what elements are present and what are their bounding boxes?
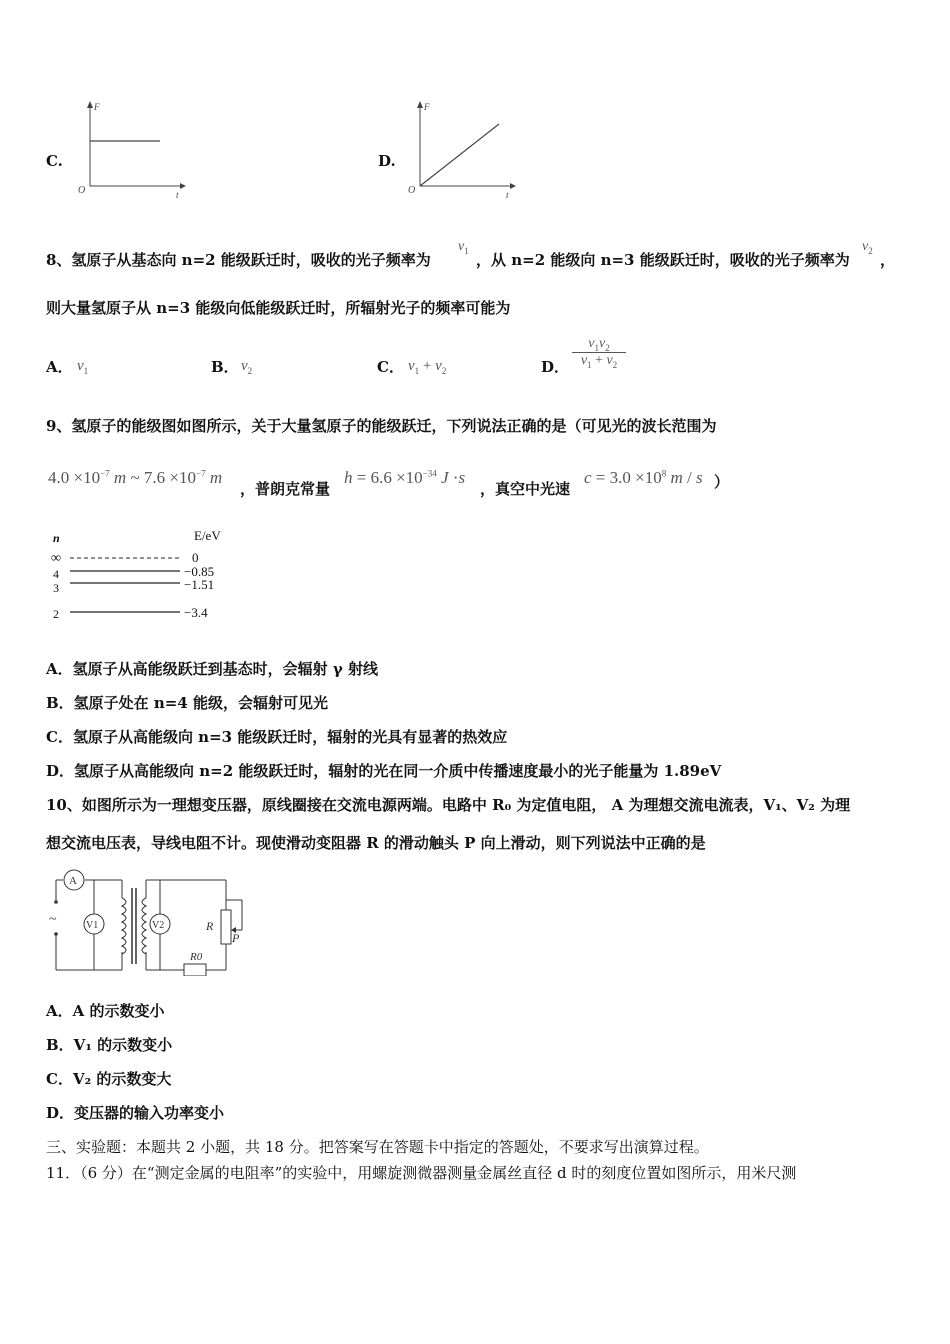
section-3-heading: 三、实验题：本题共 2 小题，共 18 分。把答案写在答题卡中指定的答题处，不要求写出演算过程。 bbox=[46, 1138, 709, 1156]
r-label: R bbox=[206, 919, 214, 933]
r0-label: R0 bbox=[190, 951, 203, 963]
x-axis-label: t bbox=[506, 190, 509, 200]
x-axis-arrow bbox=[180, 183, 186, 189]
q8-option-a-label: A． bbox=[46, 358, 73, 376]
energy-level-diagram bbox=[46, 524, 246, 628]
ammeter-label: A bbox=[69, 875, 77, 887]
y-axis-arrow bbox=[417, 101, 423, 108]
q9-option-b: B．氢原子处在 n=4 能级，会辐射可见光 bbox=[46, 694, 329, 712]
origin-label: O bbox=[78, 185, 86, 196]
v2-label: V2 bbox=[152, 920, 165, 931]
y-axis-label: F bbox=[424, 102, 430, 112]
y-axis-label: F bbox=[94, 102, 100, 112]
q8-option-b-value: $\nu_2$ bbox=[241, 358, 253, 376]
terminal-bottom bbox=[54, 932, 58, 936]
q8-option-a-value: $\nu_1$ bbox=[77, 358, 89, 376]
graph-d bbox=[400, 98, 522, 200]
q8-nu1: $\nu_1$ bbox=[458, 239, 469, 256]
level-4-n: 4 bbox=[53, 567, 59, 581]
p-label: P bbox=[232, 931, 240, 945]
q10-line1: 10、如图所示为一理想变压器，原线圈接在交流电源两端。电路中 R₀ 为定值电阻， A 为理想交流电流表，V₁、V₂ 为理 bbox=[46, 796, 851, 814]
level-2-n: 2 bbox=[53, 607, 59, 621]
q8-option-c-value: $\nu_1 + \nu_2$ bbox=[408, 358, 447, 376]
q10-line2: 想交流电压表，导线电阻不计。现使滑动变阻器 R 的滑动触头 P 向上滑动，则下列说法中正确的是 bbox=[46, 834, 706, 852]
rheostat bbox=[221, 910, 231, 944]
n-header: n bbox=[53, 531, 60, 545]
x-axis-label: t bbox=[176, 190, 179, 200]
level-2-energy: −3.4 bbox=[184, 605, 208, 620]
origin-label: O bbox=[408, 185, 416, 196]
graph-c bbox=[70, 98, 190, 200]
q8-line2: 则大量氢原子从 n=3 能级向低能级跃迁时，所辐射光子的频率可能为 bbox=[46, 299, 511, 317]
terminal-top bbox=[54, 900, 58, 904]
q9-planck-label: ，普朗克常量 bbox=[240, 480, 331, 498]
e-header: E/eV bbox=[194, 528, 221, 543]
q9-option-a: A．氢原子从高能级跃迁到基态时，会辐射 γ 射线 bbox=[46, 660, 378, 678]
level-inf-n: ∞ bbox=[51, 551, 61, 566]
primary-coil bbox=[122, 898, 126, 954]
q10-option-c: C．V₂ 的示数变大 bbox=[46, 1070, 172, 1088]
ac-source-symbol: ~ bbox=[49, 912, 57, 927]
f-line-linear bbox=[420, 124, 499, 186]
level-inf-energy: 0 bbox=[192, 550, 199, 565]
y-axis-arrow bbox=[87, 101, 93, 108]
q8-line1-b: ，从 n=2 能级向 n=3 能级跃迁时，吸收的光子频率为 bbox=[476, 251, 850, 269]
q10-option-a: A．A 的示数变小 bbox=[46, 1002, 165, 1020]
q8-line1-c: ， bbox=[880, 251, 896, 269]
transformer-circuit bbox=[44, 868, 254, 976]
x-axis-arrow bbox=[510, 183, 516, 189]
option-d-label: D. bbox=[378, 152, 396, 170]
q8-option-d-label: D． bbox=[541, 358, 570, 376]
q9-option-d: D．氢原子从高能级向 n=2 能级跃迁时，辐射的光在同一介质中传播速度最小的光子能量为 1.89eV bbox=[46, 762, 722, 780]
level-3-n: 3 bbox=[53, 581, 59, 595]
q9-planck-value: $h = 6.6 \times 10^{-34}$ J ·s bbox=[344, 468, 466, 487]
q8-option-d-value: $\nu_1\nu_2$ $\nu_1 + \nu_2$ bbox=[572, 336, 626, 370]
q9-light-label: ，真空中光速 bbox=[480, 480, 571, 498]
q8-option-b-label: B． bbox=[211, 358, 239, 376]
q9-line1: 9、氢原子的能级图如图所示，关于大量氢原子的能级跃迁，下列说法正确的是（可见光的波长范围为 bbox=[46, 417, 717, 435]
q9-wavelength-range: $4.0 \times 10^{-7}$ m ~ $7.6 \times 10^{-7}$ m bbox=[48, 468, 223, 487]
r0-resistor bbox=[184, 964, 206, 976]
level-3-energy: −1.51 bbox=[184, 577, 215, 592]
level-4-energy: −0.85 bbox=[184, 564, 215, 579]
q9-light-value: $c = 3.0 \times 10^8$ m / s bbox=[584, 468, 703, 487]
q9-close-paren: ） bbox=[714, 473, 730, 491]
q10-option-d: D．变压器的输入功率变小 bbox=[46, 1104, 225, 1122]
q8-line1-a: 8、氢原子从基态向 n=2 能级跃迁时，吸收的光子频率为 bbox=[46, 251, 431, 269]
q8-option-c-label: C． bbox=[377, 358, 404, 376]
q11-text: 11．（6 分）在“测定金属的电阻率”的实验中，用螺旋测微器测量金属丝直径 d 时的刻度位置如图所示，用米尺测 bbox=[46, 1164, 797, 1182]
q8-nu2: $\nu_2$ bbox=[862, 239, 873, 256]
option-c-label: C. bbox=[46, 152, 63, 170]
secondary-coil bbox=[142, 898, 146, 954]
q10-option-b: B．V₁ 的示数变小 bbox=[46, 1036, 173, 1054]
q9-option-c: C．氢原子从高能级向 n=3 能级跃迁时，辐射的光具有显著的热效应 bbox=[46, 728, 508, 746]
v1-label: V1 bbox=[86, 920, 99, 931]
